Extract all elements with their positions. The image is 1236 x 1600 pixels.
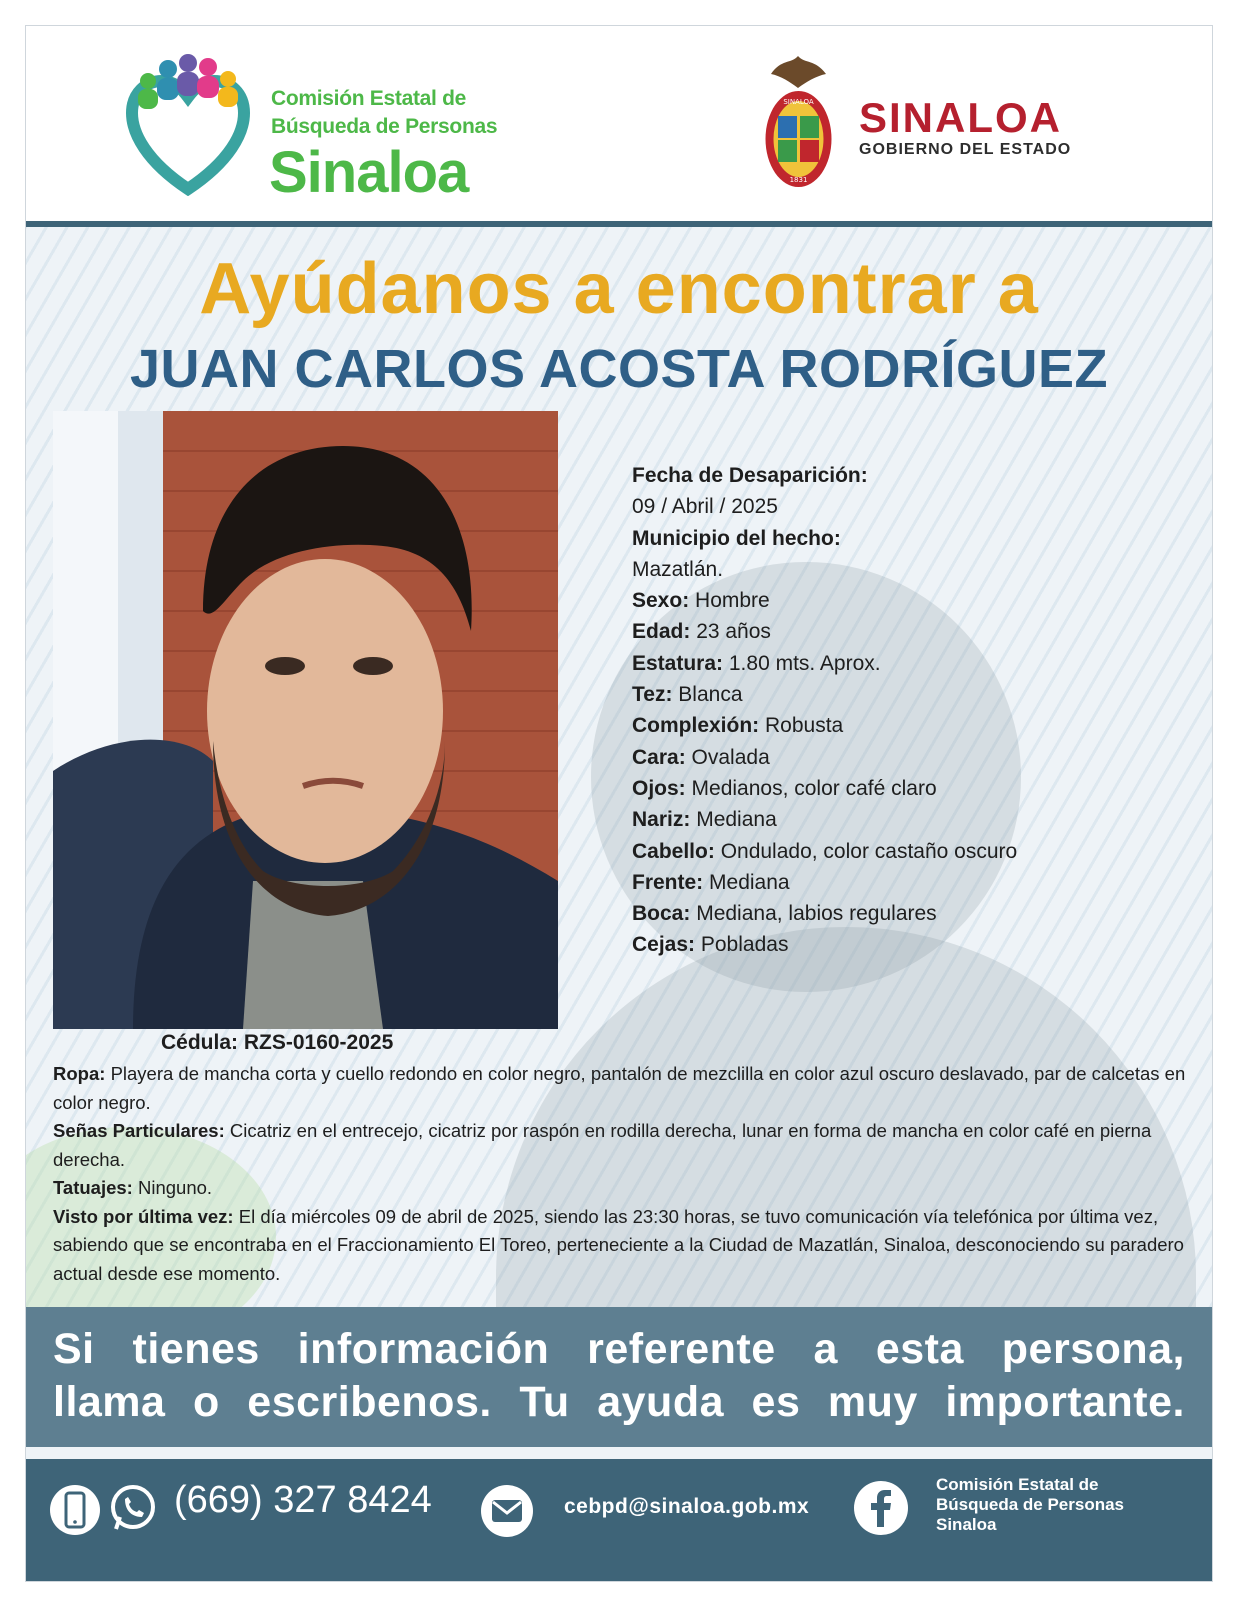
call-to-action-banner (26, 1307, 1212, 1447)
visto-label: Visto por última vez: (53, 1205, 234, 1227)
email-address[interactable]: cebpd@sinaloa.gob.mx (564, 1495, 810, 1518)
cta-line-2: llama o escribenos. Tu ayuda es muy importante. (53, 1378, 1185, 1426)
cta-line-1: Si tienes información referente a esta persona, (53, 1325, 1185, 1373)
cara-label: Cara: (632, 745, 686, 769)
whatsapp-icon[interactable] (108, 1483, 158, 1533)
commission-name-line1: Comisión Estatal de (271, 87, 467, 110)
ojos-value: Medianos, color café claro (691, 776, 937, 800)
ropa-paragraph (53, 1060, 1193, 1117)
ropa-value: Playera de mancha corta y cuello redondo en color negro, pantalón de mezclilla en color azul oscuro deslavado, par de calcetas en color negro. (53, 1063, 1186, 1113)
person-details (632, 460, 1192, 961)
org-line-3: Sinaloa (936, 1515, 997, 1534)
visto-paragraph (53, 1203, 1193, 1289)
cejas-value: Pobladas (700, 933, 789, 957)
commission-logo (126, 51, 506, 205)
boca-value: Mediana, labios regulares (696, 902, 937, 926)
cedula-number: Cédula: RZS-0160-2025 (161, 1031, 394, 1054)
sexo-value: Hombre (695, 589, 770, 613)
ojos-label: Ojos: (632, 776, 686, 800)
estatura-label: Estatura: (632, 651, 724, 675)
nariz-label: Nariz: (632, 808, 691, 832)
headline: Ayúdanos a encontrar a (199, 249, 1039, 329)
additional-info (53, 1060, 1193, 1288)
org-line-1: Comisión Estatal de (936, 1475, 1099, 1494)
government-name: SINALOA (859, 94, 1062, 141)
seal-year-text: 1831 (789, 176, 808, 184)
facebook-icon[interactable] (854, 1481, 908, 1535)
contact-footer (26, 1459, 1212, 1581)
complexion-value: Robusta (765, 714, 844, 738)
boca-label: Boca: (632, 902, 691, 926)
org-line-2: Búsqueda de Personas (936, 1495, 1125, 1514)
complexion-label: Complexión: (632, 714, 760, 738)
edad-value: 23 años (696, 620, 771, 644)
facebook-page-name[interactable] (936, 1475, 1124, 1535)
senas-label: Señas Particulares: (53, 1120, 225, 1141)
seal-top-text: SINALOA (783, 98, 814, 106)
commission-name-line3: Sinaloa (269, 140, 469, 205)
fecha-value: 09 / Abril / 2025 (632, 495, 778, 519)
tez-label: Tez: (632, 683, 673, 707)
nariz-value: Mediana (696, 808, 777, 832)
missing-person-photo (53, 411, 558, 1029)
tatuajes-label: Tatuajes: (53, 1177, 133, 1198)
visto-value: El día miércoles 09 de abril de 2025, siendo las 23:30 horas, se tuvo comunicación vía telefónica por última vez, sabiendo que se encontraba en el Fraccionamiento El Toreo, perteneciente a la Ciudad de Mazatlán, Sinaloa, desconociendo su paradero actual desde ese momento. (53, 1205, 1184, 1284)
frente-value: Mediana (709, 870, 790, 894)
cta-divider (26, 1447, 1212, 1459)
fecha-label: Fecha de Desaparición: (632, 464, 868, 487)
edad-label: Edad: (632, 620, 691, 644)
senas-value: Cicatriz en el entrecejo, cicatriz por raspón en rodilla derecha, lunar en forma de mancha en color café en pierna derecha. (53, 1120, 1152, 1170)
government-subtitle: GOBIERNO DEL ESTADO (859, 141, 1072, 158)
cara-value: Ovalada (691, 745, 770, 769)
poster-header (26, 26, 1212, 221)
commission-name-line2: Búsqueda de Personas (271, 115, 498, 138)
cabello-label: Cabello: (632, 839, 715, 863)
tatuajes-paragraph (53, 1174, 1193, 1203)
municipio-label: Municipio del hecho: (632, 526, 841, 550)
municipio-value: Mazatlán. (632, 557, 724, 581)
estatura-value: 1.80 mts. Aprox. (728, 651, 881, 675)
call-to-action-text (53, 1323, 1185, 1429)
envelope-icon[interactable] (481, 1485, 533, 1537)
cabello-value: Ondulado, color castaño oscuro (720, 839, 1018, 863)
search-poster (25, 25, 1213, 1582)
mobile-phone-icon[interactable] (50, 1485, 100, 1535)
ropa-label: Ropa: (53, 1063, 106, 1084)
senas-paragraph (53, 1117, 1193, 1174)
heart-people-logo-icon (126, 51, 266, 196)
missing-person-name: JUAN CARLOS ACOSTA RODRÍGUEZ (129, 339, 1108, 399)
frente-label: Frente: (632, 870, 704, 894)
state-seal-icon (761, 54, 836, 194)
sexo-label: Sexo: (632, 589, 690, 613)
phone-number[interactable]: (669) 327 8424 (174, 1479, 432, 1521)
tez-value: Blanca (678, 683, 743, 707)
tatuajes-value: Ninguno. (138, 1177, 213, 1198)
cejas-label: Cejas: (632, 933, 696, 957)
